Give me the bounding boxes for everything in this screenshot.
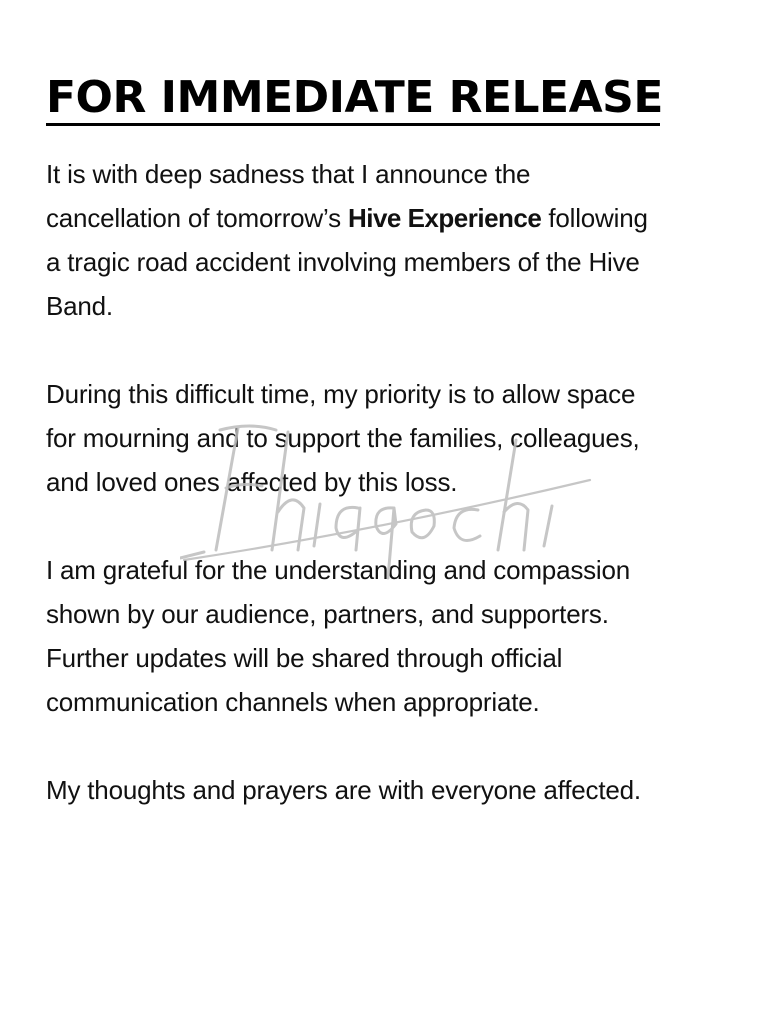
paragraph-line: and loved ones affected by this loss. — [46, 467, 458, 497]
paragraph-line: a tragic road accident involving members of the Hive — [46, 247, 640, 277]
paragraph-closing — [46, 768, 726, 812]
paragraph-line: During this difficult time, my priority is to allow space — [46, 379, 636, 409]
page-title: FOR IMMEDIATE RELEASE — [46, 72, 663, 123]
paragraph-line — [46, 196, 726, 240]
paragraph-line: communication channels when appropriate. — [46, 687, 540, 717]
paragraph-announcement — [46, 152, 726, 328]
event-name-bold: Hive Experience — [347, 203, 542, 233]
paragraph-line: It is with deep sadness that I announce the — [46, 159, 531, 189]
paragraph-line: Band. — [46, 291, 113, 321]
paragraph-line: for mourning and to support the families, colleagues, — [46, 423, 640, 453]
press-release-body — [46, 152, 726, 856]
text-segment: following — [541, 203, 648, 233]
paragraph-line: Further updates will be shared through official — [46, 643, 563, 673]
paragraph-gratitude — [46, 548, 726, 724]
paragraph-priority — [46, 372, 726, 504]
paragraph-line: My thoughts and prayers are with everyone affected. — [46, 775, 641, 805]
paragraph-line: shown by our audience, partners, and supporters. — [46, 599, 609, 629]
title-underline — [46, 123, 660, 126]
text-segment: cancellation of tomorrow’s — [46, 203, 348, 233]
paragraph-line: I am grateful for the understanding and compassion — [46, 555, 631, 585]
